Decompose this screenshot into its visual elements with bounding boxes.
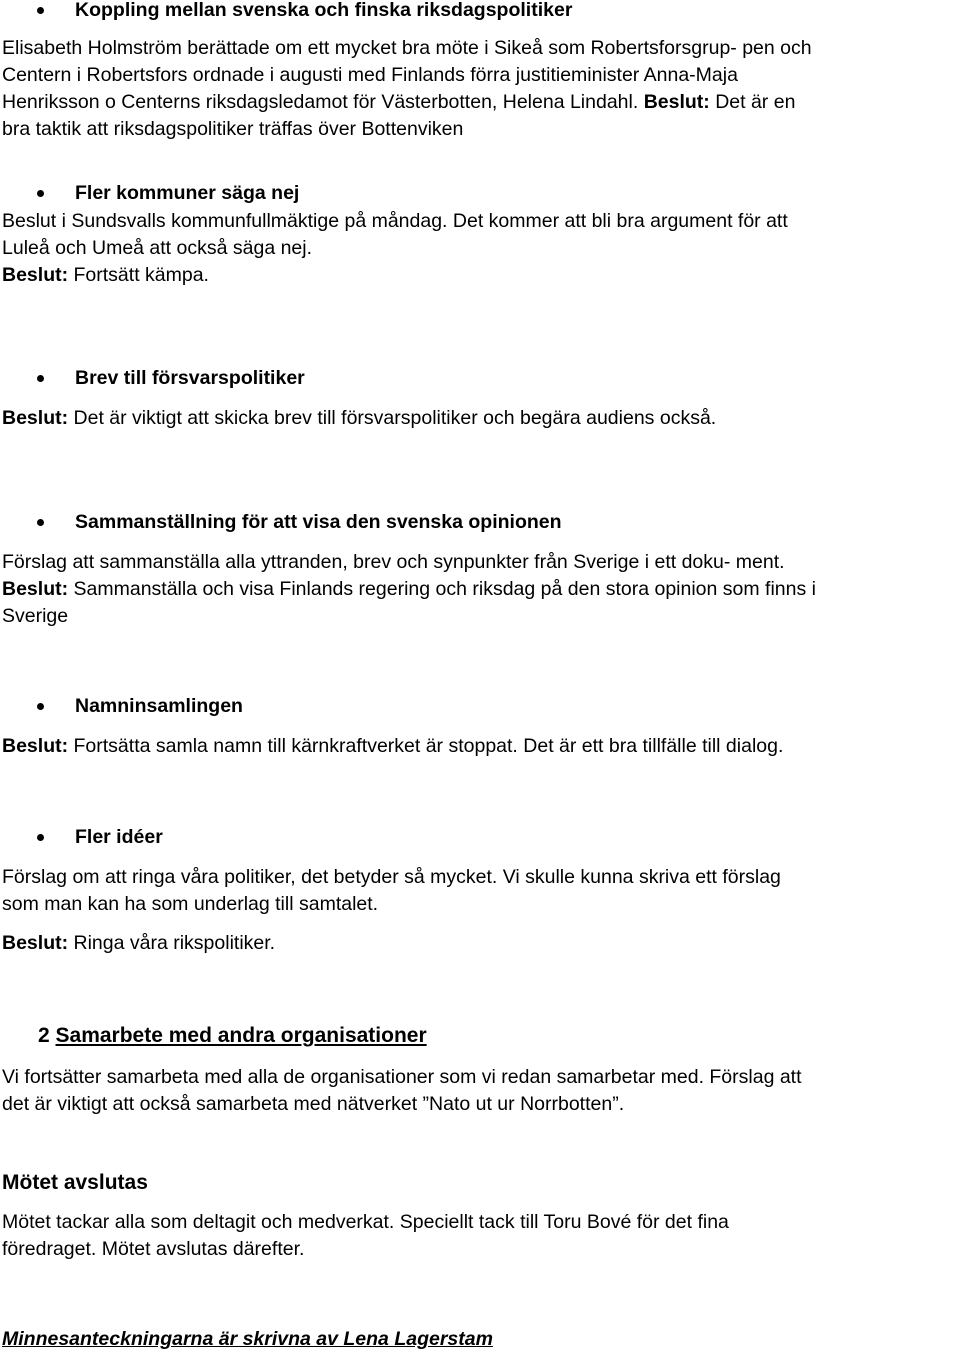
paragraph-line: Centern i Robertsfors ordnade i augusti med Finlands förra justitieminister Anna-Maja	[2, 64, 738, 86]
beslut-label: Beslut:	[2, 264, 69, 286]
paragraph-line: Beslut: Sammanställa och visa Finlands regering och riksdag på den stora opinion som finns i	[2, 578, 816, 600]
section-heading-namninsamlingen: Namninsamlingen	[0, 693, 956, 720]
section-body-brev	[2, 405, 958, 432]
beslut-label: Beslut:	[2, 735, 69, 757]
bullet-icon	[37, 375, 44, 382]
bullet-icon	[37, 519, 44, 526]
paragraph-line: Beslut: Fortsätt kämpa.	[2, 264, 209, 286]
signature-footer: Minnesanteckningarna är skrivna av Lena Lagerstam	[2, 1328, 493, 1350]
section-heading-brev: Brev till försvarspolitiker	[0, 365, 956, 392]
bullet-icon	[37, 703, 44, 710]
section-body-samarbete	[2, 1064, 958, 1118]
paragraph-line: det är viktigt att också samarbeta med nätverket ”Nato ut ur Norrbotten”.	[2, 1093, 625, 1115]
paragraph-line: som man kan ha som underlag till samtalet.	[2, 893, 379, 915]
section-heading-fler-ideer: Fler idéer	[0, 824, 956, 851]
section-body-sammanstallning	[2, 549, 958, 630]
section-body-koppling	[2, 35, 958, 143]
paragraph-line: Elisabeth Holmström berättade om ett mycket bra möte i Sikeå som Robertsforsgrup- pen och	[2, 37, 812, 59]
section-heading-samarbete: 2 Samarbete med andra organisationer	[38, 1024, 427, 1047]
bullet-icon	[37, 190, 44, 197]
bullet-icon	[37, 7, 44, 14]
section-heading-koppling: Koppling mellan svenska och finska riksdagspolitiker	[0, 0, 956, 24]
paragraph-line: Henriksson o Centerns riksdagsledamot för Västerbotten, Helena Lindahl. Beslut: Det är en	[2, 91, 796, 113]
beslut-label: Beslut:	[643, 91, 710, 113]
paragraph-line: Förslag att sammanställa alla yttranden, brev och synpunkter från Sverige i ett doku- ment.	[2, 551, 785, 573]
paragraph-line: Beslut: Fortsätta samla namn till kärnkraftverket är stoppat. Det är ett bra tillfälle till dialog.	[2, 735, 784, 757]
paragraph-line: Sverige	[2, 605, 69, 627]
section-heading-fler-kommuner: Fler kommuner säga nej	[0, 180, 956, 207]
paragraph-line: Beslut: Ringa våra rikspolitiker.	[2, 932, 276, 954]
bullet-icon	[37, 834, 44, 841]
section-body-fler-ideer	[2, 864, 958, 957]
paragraph-line: Förslag om att ringa våra politiker, det betyder så mycket. Vi skulle kunna skriva ett förslag	[2, 866, 781, 888]
paragraph-line: Luleå och Umeå att också säga nej.	[2, 237, 313, 259]
paragraph-line: Beslut i Sundsvalls kommunfullmäktige på måndag. Det kommer att bli bra argument för att	[2, 210, 788, 232]
paragraph-line: Beslut: Det är viktigt att skicka brev till försvarspolitiker och begära audiens också.	[2, 407, 717, 429]
beslut-label: Beslut:	[2, 578, 69, 600]
section-body-namninsamlingen	[2, 733, 958, 760]
paragraph-line: Vi fortsätter samarbeta med alla de organisationer som vi redan samarbetar med. Förslag att	[2, 1066, 802, 1088]
paragraph-line: bra taktik att riksdagspolitiker träffas över Bottenviken	[2, 118, 464, 140]
section-heading-motet-avslutas: Mötet avslutas	[2, 1171, 148, 1194]
section-body-fler-kommuner	[2, 208, 958, 289]
section-body-motet-avslutas	[2, 1209, 958, 1263]
section-heading-sammanstallning: Sammanställning för att visa den svenska opinionen	[0, 509, 956, 536]
beslut-label: Beslut:	[2, 932, 69, 954]
beslut-label: Beslut:	[2, 407, 69, 429]
paragraph-line: föredraget. Mötet avslutas därefter.	[2, 1238, 305, 1260]
paragraph-line: Mötet tackar alla som deltagit och medverkat. Speciellt tack till Toru Bové för det fina	[2, 1211, 729, 1233]
